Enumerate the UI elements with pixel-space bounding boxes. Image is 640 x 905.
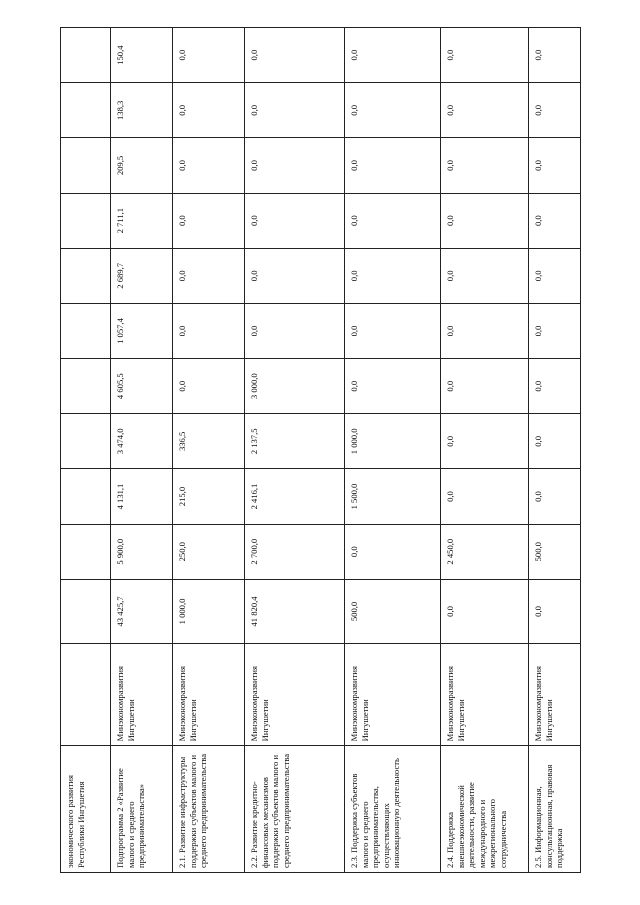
value-cell: 0,0 [529, 359, 581, 414]
executor-cell: Минэкономразвития Ингушетии [345, 644, 441, 746]
table-row [345, 28, 441, 873]
value-cell: 500,0 [529, 524, 581, 579]
value-cell: 0,0 [529, 469, 581, 524]
value-cell: 5 900,0 [111, 524, 173, 579]
table-body [61, 28, 581, 873]
value-cell: 138,3 [111, 83, 173, 138]
value-cell: 0,0 [441, 579, 529, 643]
value-cell [61, 414, 111, 469]
value-cell [61, 303, 111, 358]
table-row [441, 28, 529, 873]
value-cell: 500,0 [345, 579, 441, 643]
row-name-cell: 2.5. Информационная, консультационная, правовая поддержка [529, 746, 581, 873]
table-row [111, 28, 173, 873]
value-cell: 0,0 [529, 138, 581, 193]
value-cell: 0,0 [173, 303, 245, 358]
value-cell: 2 711,1 [111, 193, 173, 248]
value-cell: 0,0 [441, 414, 529, 469]
value-cell [61, 359, 111, 414]
value-cell: 43 425,7 [111, 579, 173, 643]
row-name-cell: 2.4. Поддержка внешнеэкономической деятельности, развитие международного и межрегионального сотрудничества [441, 746, 529, 873]
table-row [173, 28, 245, 873]
value-cell [61, 579, 111, 643]
value-cell: 0,0 [529, 248, 581, 303]
executor-cell: Минэкономразвития Ингушетии [441, 644, 529, 746]
value-cell: 209,5 [111, 138, 173, 193]
table-row [529, 28, 581, 873]
value-cell: 0,0 [441, 359, 529, 414]
value-cell: 0,0 [441, 303, 529, 358]
value-cell: 0,0 [345, 193, 441, 248]
value-cell: 215,0 [173, 469, 245, 524]
value-cell: 3 474,0 [111, 414, 173, 469]
row-name-cell: 2.2. Развитие кредитно-финансовых механизмов поддержки субъектов малого и среднего предпринимательства [245, 746, 345, 873]
value-cell: 0,0 [529, 579, 581, 643]
value-cell: 0,0 [245, 28, 345, 83]
value-cell: 0,0 [173, 83, 245, 138]
value-cell: 0,0 [173, 28, 245, 83]
value-cell: 250,0 [173, 524, 245, 579]
value-cell: 4 131,1 [111, 469, 173, 524]
value-cell: 0,0 [345, 28, 441, 83]
value-cell: 1 057,4 [111, 303, 173, 358]
value-cell: 0,0 [441, 193, 529, 248]
value-cell: 0,0 [245, 83, 345, 138]
value-cell [61, 193, 111, 248]
value-cell: 1 500,0 [345, 469, 441, 524]
executor-cell: Минэкономразвития Ингушетии [111, 644, 173, 746]
executor-cell: Минэкономразвития Ингушетии [245, 644, 345, 746]
value-cell: 0,0 [441, 83, 529, 138]
value-cell: 4 605,5 [111, 359, 173, 414]
value-cell: 0,0 [529, 83, 581, 138]
value-cell: 3 000,0 [245, 359, 345, 414]
value-cell: 0,0 [529, 28, 581, 83]
table-row [245, 28, 345, 873]
value-cell: 0,0 [529, 414, 581, 469]
value-cell: 0,0 [345, 248, 441, 303]
value-cell [61, 248, 111, 303]
value-cell: 1 000,0 [173, 579, 245, 643]
value-cell: 0,0 [441, 248, 529, 303]
value-cell: 336,5 [173, 414, 245, 469]
value-cell: 0,0 [345, 359, 441, 414]
value-cell: 2 700,0 [245, 524, 345, 579]
value-cell: 0,0 [441, 469, 529, 524]
value-cell: 1 000,0 [345, 414, 441, 469]
row-name-cell: Подпрограмма 2 «Развитие малого и среднего предпринимательства» [111, 746, 173, 873]
value-cell: 2 137,5 [245, 414, 345, 469]
value-cell: 2 450,0 [441, 524, 529, 579]
value-cell [61, 138, 111, 193]
value-cell: 0,0 [345, 524, 441, 579]
value-cell: 0,0 [173, 248, 245, 303]
value-cell: 0,0 [245, 248, 345, 303]
budget-table [60, 27, 581, 873]
rotated-table-container [60, 27, 580, 873]
executor-cell [61, 644, 111, 746]
value-cell: 0,0 [345, 138, 441, 193]
value-cell: 2 689,7 [111, 248, 173, 303]
value-cell: 2 416,1 [245, 469, 345, 524]
value-cell: 0,0 [529, 193, 581, 248]
value-cell: 0,0 [173, 359, 245, 414]
value-cell [61, 524, 111, 579]
value-cell: 0,0 [173, 138, 245, 193]
value-cell: 0,0 [245, 193, 345, 248]
value-cell: 0,0 [441, 28, 529, 83]
value-cell: 0,0 [441, 138, 529, 193]
value-cell: 150,4 [111, 28, 173, 83]
value-cell: 0,0 [345, 83, 441, 138]
row-name-cell: экономического развития Республики Ингушетия [61, 746, 111, 873]
value-cell: 0,0 [245, 303, 345, 358]
row-name-cell: 2.1. Развитие инфраструктуры поддержки субъектов малого и среднего предпринимательства [173, 746, 245, 873]
value-cell: 0,0 [345, 303, 441, 358]
table-row [61, 28, 111, 873]
value-cell [61, 83, 111, 138]
value-cell [61, 28, 111, 83]
value-cell: 0,0 [529, 303, 581, 358]
value-cell [61, 469, 111, 524]
executor-cell: Минэкономразвития Ингушетии [173, 644, 245, 746]
row-name-cell: 2.3. Поддержка субъектов малого и среднего предпринимательства, осуществляющих инновационную деятельность [345, 746, 441, 873]
value-cell: 0,0 [245, 138, 345, 193]
value-cell: 0,0 [173, 193, 245, 248]
value-cell: 41 820,4 [245, 579, 345, 643]
executor-cell: Минэкономразвития Ингушетии [529, 644, 581, 746]
